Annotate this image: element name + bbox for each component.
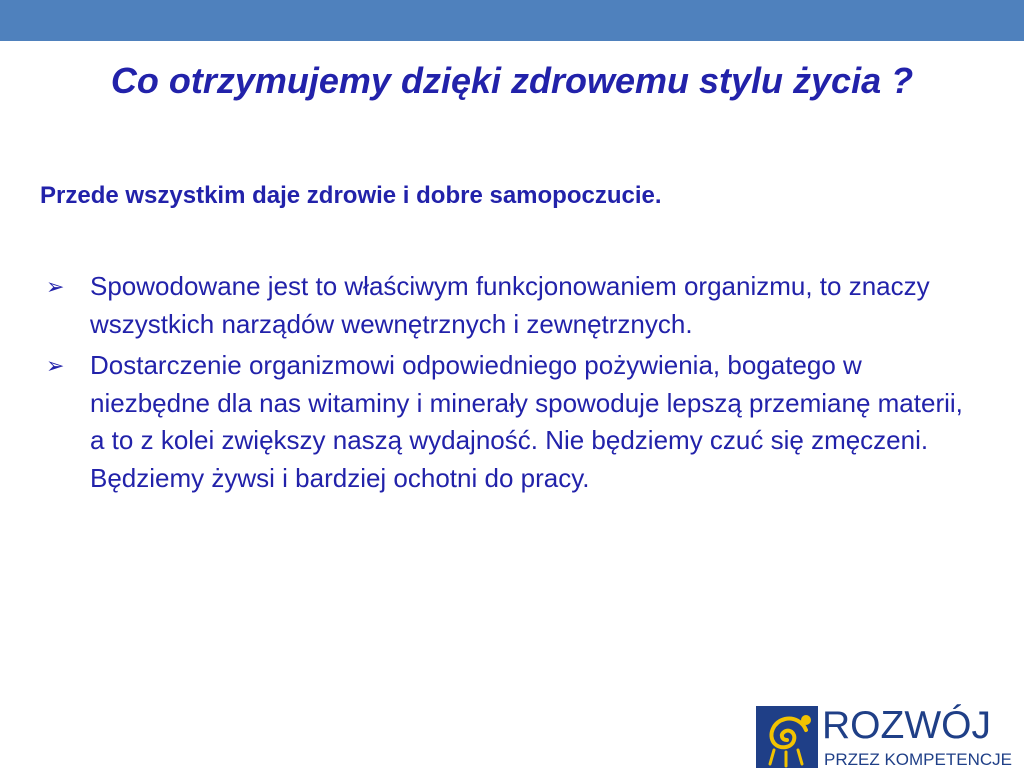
slide-subtitle: Przede wszystkim daje zdrowie i dobre samopoczucie. [40,182,662,209]
arrow-bullet-icon: ➢ [46,274,65,299]
logo-subtitle: PRZEZ KOMPETENCJE [824,750,1012,768]
arrow-bullet-icon: ➢ [46,353,65,378]
top-band [0,0,1024,41]
slide-title: Co otrzymujemy dzięki zdrowemu stylu życia ? [110,60,914,101]
bullet-item [40,268,980,343]
bullet-text: Dostarczenie organizmowi odpowiedniego pożywienia, bogatego w niezbędne dla nas witaminy i minerały spowoduje lepszą przemianę materii, a to z kolei zwiększy naszą wydajność. Nie będziemy czuć się zmęczeni. Będziemy żywsi i bardziej ochotni do pracy. [90,350,963,493]
logo-title: ROZWÓJ [822,704,991,747]
bullet-item [40,347,980,497]
logo [756,706,1024,768]
spiral-icon [756,706,818,768]
bullet-text: Spowodowane jest to właściwym funkcjonowaniem organizmu, to znaczy wszystkich narządów wewnętrznych i zewnętrznych. [90,271,930,339]
logo-mark-icon [756,706,818,768]
bullet-list [40,268,980,501]
